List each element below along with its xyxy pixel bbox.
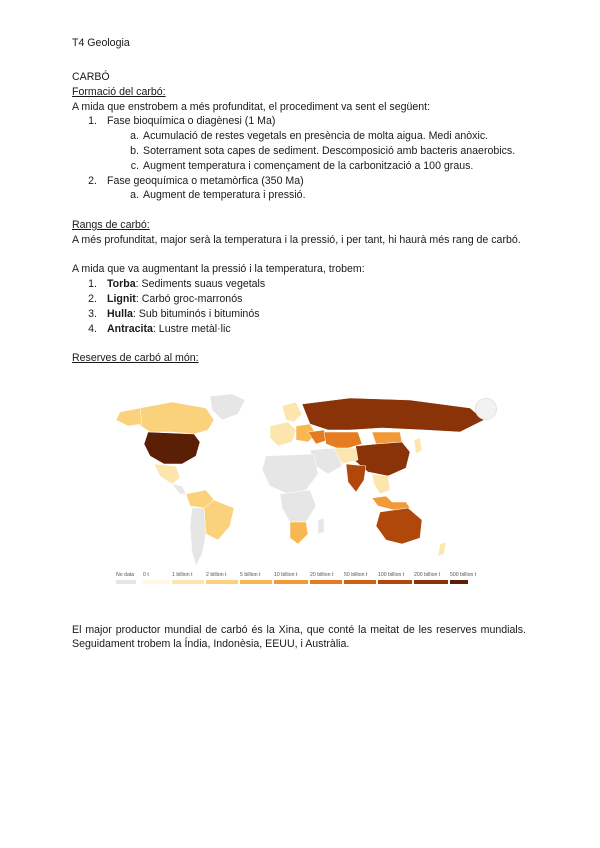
formacio-intro: A mida que enstrobem a més profunditat, el procediment va sent el següent: <box>72 100 431 113</box>
legend-label: 10 billion t <box>274 572 298 578</box>
rangs-intro: A mida que va augmentant la pressió i la temperatura, trobem: <box>72 263 365 276</box>
legend-label: 100 billion t <box>378 572 405 578</box>
legend-label: 5 billion t <box>240 572 261 578</box>
rangs-paragraph: A més profunditat, major serà la temperatura i la pressió, i per tant, hi haurà més rang de carbó. <box>72 233 521 246</box>
legend-swatch <box>378 580 412 584</box>
map-legend <box>116 572 477 592</box>
rangs-list <box>72 277 526 336</box>
legend-label: 20 billion t <box>310 572 334 578</box>
rangs-heading: Rangs de carbó: <box>72 218 150 231</box>
list-item: 2. Fase geoquímica o metamòrfica (350 Ma) <box>88 174 304 187</box>
list-item: 4. Antracita: Lustre metàl·lic <box>88 322 231 335</box>
legend-swatch <box>172 580 204 584</box>
world-coal-reserves-map <box>110 394 490 590</box>
legend-swatch <box>240 580 272 584</box>
list-item: 2. Lignit: Carbó groc-marronós <box>88 292 243 305</box>
formacio-heading: Formació del carbó: <box>72 85 166 98</box>
phases-list <box>72 114 526 203</box>
legend-swatch <box>206 580 238 584</box>
reserves-heading: Reserves de carbó al món: <box>72 352 199 365</box>
map-edit-button[interactable] <box>475 398 497 420</box>
document-body <box>72 70 526 366</box>
list-item: 1. Torba: Sediments suaus vegetals <box>88 278 266 291</box>
section-title: CARBÓ <box>72 71 110 83</box>
map-region-madagascar <box>318 518 324 534</box>
list-item: b. Soterrament sota capes de sediment. Descomposició amb bacteris anaerobics. <box>130 144 516 157</box>
legend-swatch <box>310 580 342 584</box>
legend-label: No data <box>116 572 135 578</box>
legend-swatch <box>143 580 170 584</box>
legend-label: 1 billion t <box>172 572 193 578</box>
legend-swatch <box>274 580 308 584</box>
list-item: c. Augment temperatura i començament de la carbonització a 100 graus. <box>130 159 474 172</box>
page-header: T4 Geologia <box>72 37 130 49</box>
legend-swatch <box>344 580 376 584</box>
legend-swatch <box>450 580 468 584</box>
legend-label: 500 billion t <box>450 572 477 578</box>
map-svg <box>110 394 490 572</box>
legend-label: 2 billion t <box>206 572 227 578</box>
legend-label: 0 t <box>143 572 149 578</box>
list-item: a. Acumulació de restes vegetals en presència de molta aigua. Medi anòxic. <box>130 130 489 143</box>
list-item: 3. Hulla: Sub bituminós i bituminós <box>88 307 260 320</box>
closing-paragraph: El major productor mundial de carbó és la Xina, que conté la meitat de les reserves mundials. Seguidament trobem la Índia, Indonèsia, EEUU, i Austràlia. <box>72 623 526 651</box>
list-item: a. Augment de temperatura i pressió. <box>130 189 306 202</box>
legend-label: 50 billion t <box>344 572 368 578</box>
legend-swatch <box>414 580 448 584</box>
legend-label: 200 billion t <box>414 572 441 578</box>
legend-swatch <box>116 580 136 584</box>
list-item: 1. Fase bioquímica o diagènesi (1 Ma) <box>88 115 276 128</box>
